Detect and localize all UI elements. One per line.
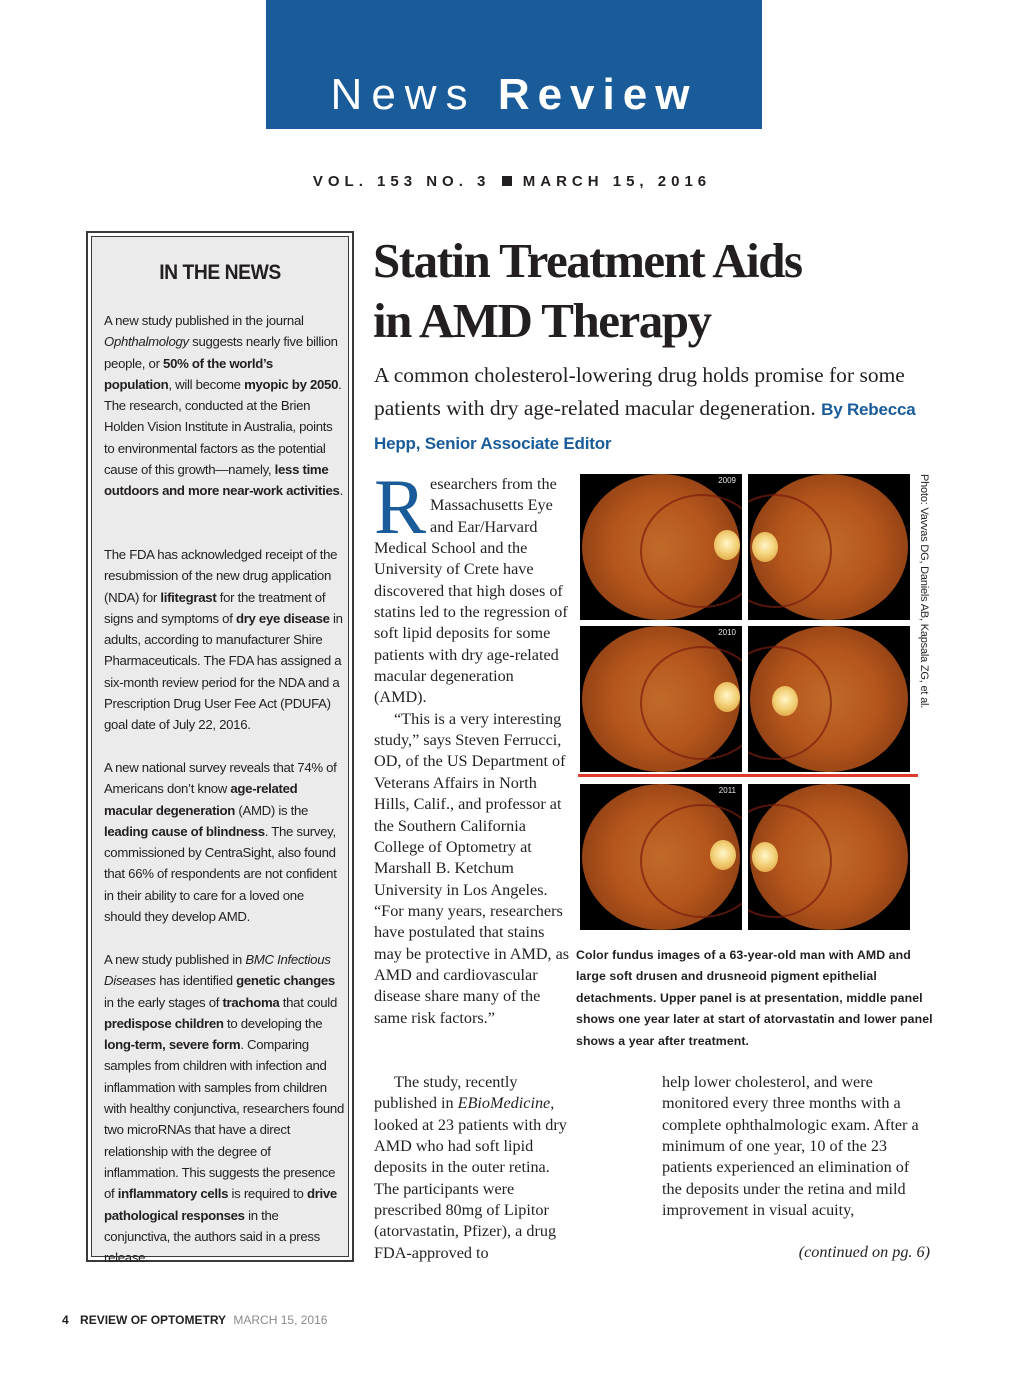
headline-line-1: Statin Treatment Aids [373, 233, 802, 288]
news-item-run: dry eye disease [235, 610, 330, 626]
news-item-run: leading cause of blindness [104, 823, 265, 839]
news-item-run: , will become [168, 376, 245, 392]
fundus-image [580, 474, 742, 620]
news-item-run: trachoma [222, 994, 280, 1010]
news-item-run: A new study published in the journal [104, 313, 304, 328]
news-item-run: in adults, according to manufacturer Shire Pharmaceuticals. The FDA has assigned a six-month review period for the NDA and a Prescription Drug User Fee Act (PDUFA) goal date of July 22, 2016. [104, 610, 343, 733]
optic-disc [714, 682, 740, 712]
journal-name: EBioMedicine [457, 1094, 551, 1113]
year-label: 2009 [718, 476, 736, 485]
year-label: 2010 [718, 628, 736, 637]
news-item-run: . The research, conducted at the Brien Holden Vision Institute in Australia, points to environmental factors as the potential cause of this growth—namely, [104, 376, 342, 478]
fundus-image [748, 784, 910, 930]
news-item-run: age-related macular degeneration [104, 781, 298, 818]
footer-date: MARCH 15, 2016 [233, 1313, 328, 1327]
news-item [104, 949, 344, 1268]
figure-divider [578, 774, 918, 777]
news-item-text [104, 310, 344, 502]
news-item-run: . [339, 483, 343, 499]
paragraph-1 [374, 463, 570, 709]
news-item-run: drive pathological responses [104, 1186, 337, 1223]
article-deck [374, 359, 934, 461]
paragraph-3-text-a: The study, recently published in [374, 1073, 518, 1113]
fundus-image [580, 626, 742, 772]
paragraph-3-continued: help lower cholesterol, and were monitored every three months with a complete ophthalmologic exam. After a minimum of one year, 10 of the 23 patients experienced an elimination of the deposits under the retina and mild improvement in visual acuity, [662, 1073, 919, 1220]
paragraph-3-text-b: , looked at 23 patients with dry AMD who had soft lipid deposits in the outer retina. The participants were prescribed 80mg of Lipitor (atorvastatin, Pfizer), a drug FDA-approved to [374, 1094, 567, 1262]
news-item-text [104, 544, 344, 736]
fundus-figure [578, 474, 918, 936]
news-item-run: myopic by 2050 [244, 376, 339, 392]
news-item-run: 50% of the world’s population [104, 355, 273, 392]
sidebar-panel [91, 236, 349, 1266]
page-number: 4 [62, 1313, 69, 1327]
headline-line-2: in AMD Therapy [373, 293, 711, 348]
optic-disc [772, 686, 798, 716]
news-item-run: A new study published in [104, 952, 246, 967]
news-item-run: long-term, severe form [104, 1037, 241, 1053]
news-item-run: is required to [228, 1186, 307, 1202]
paragraph-2: “This is a very interesting study,” says Steven Ferrucci, OD, of the US Department of Veterans Affairs in North Hills, Calif., and professor at the Southern California College of Optometry at Marshall B. Ketchum University in Los Angeles. “For many years, researchers have postulated that stains may be protective in AMD, as AMD and cardiovascular disease share many of the same risk factors.” [374, 709, 570, 1027]
news-item-run: less time outdoors and more near-work activities [104, 462, 340, 499]
paragraph-1-text: esearchers from the Massachusetts Eye and Ear/Harvard Medical School and the University of Crete have discovered that high doses of statins led to the regression of soft lipid deposits for some patients with dry age-related macular degeneration (AMD). [374, 475, 568, 707]
photo-credit [912, 474, 932, 709]
byline: By Rebecca Hepp, Senior Associate Editor [374, 399, 916, 453]
news-item-run: The FDA has acknowledged receipt of the resubmission of the new drug application (NDA) for [104, 547, 338, 605]
optic-disc [714, 530, 740, 560]
in-the-news-sidebar [86, 231, 354, 1266]
issue-line [0, 173, 1024, 190]
year-label: 2011 [718, 786, 736, 795]
continued-note: (continued on pg. 6) [798, 1243, 930, 1261]
news-item-run: . The survey, commissioned by CentraSight, also found that 66% of respondents are not confident in their ability to care for a loved one should they develop AMD. [104, 823, 337, 925]
optic-disc [752, 842, 778, 872]
news-item-run: . Comparing samples from children with infection and inflammation with samples from children with healthy conjunctiva, researchers found two microRNAs that have a direct relationship with the degree of inflammation. This suggests the presence of [104, 1037, 345, 1202]
optic-disc [710, 840, 736, 870]
news-item-run: for the treatment of signs and symptoms of [104, 589, 326, 626]
article-column-2 [662, 1072, 928, 1221]
masthead-title [266, 70, 762, 120]
magazine-name: REVIEW OF OPTOMETRY [80, 1313, 227, 1327]
drop-cap: R [374, 463, 427, 550]
masthead-banner [266, 0, 762, 129]
news-item-run: predispose children [104, 1015, 224, 1031]
figure-caption: Color fundus images of a 63-year-old man with AMD and large soft drusen and drusneoid pigment epithelial detachments. Upper panel is at presentation, middle panel shows one year later at start of atorvastatin and lower panel shows a year after treatment. [576, 948, 933, 1048]
news-item [104, 757, 344, 927]
page-footer [62, 1313, 327, 1327]
news-item-text [104, 757, 344, 927]
news-item-run: in the conjunctiva, the authors said in a press release. [104, 1207, 320, 1266]
issue-date: MARCH 15, 2016 [522, 173, 712, 190]
article-column-1 [374, 463, 570, 1029]
fundus-image [748, 474, 910, 620]
news-item-run: Ophthalmology [104, 334, 189, 350]
article-headline [373, 231, 933, 351]
news-item-run: BMC Infectious Diseases [104, 952, 331, 989]
masthead-title-light: News [330, 70, 477, 119]
issue-volume: VOL. 153 NO. 3 [312, 173, 491, 190]
news-item-run: inflammatory cells [117, 1186, 229, 1202]
news-item-run: suggests nearly five billion people, or [104, 334, 338, 371]
square-bullet-icon [502, 176, 512, 186]
masthead-title-bold: Review [497, 70, 698, 119]
paragraph-3 [374, 1072, 574, 1264]
news-item-run: lifitegrast [160, 589, 217, 605]
news-item-run: to developing the [223, 1015, 323, 1031]
news-item-run: genetic changes [236, 973, 335, 989]
news-item-run: that could [279, 994, 337, 1010]
fundus-image [748, 626, 910, 772]
news-item-run: in the early stages of [104, 994, 223, 1010]
optic-disc [752, 532, 778, 562]
news-item-run: (AMD) is the [235, 802, 309, 818]
news-item-run: has identified [155, 973, 237, 989]
photo-credit-text: Photo: Vavvas DG, Daniels AB, Kapsala ZG, et al. [918, 474, 930, 709]
news-item [104, 544, 344, 736]
deck-text: A common cholesterol-lowering drug holds promise for some patients with dry age-related macular degeneration. [374, 363, 905, 420]
news-item [104, 310, 344, 502]
fundus-image [580, 784, 742, 930]
news-item-text [104, 949, 344, 1268]
article-column-1-bottom [374, 1072, 574, 1264]
news-item-run: A new national survey reveals that 74% of Americans don’t know [104, 760, 337, 797]
sidebar-title: IN THE NEWS [159, 261, 281, 284]
